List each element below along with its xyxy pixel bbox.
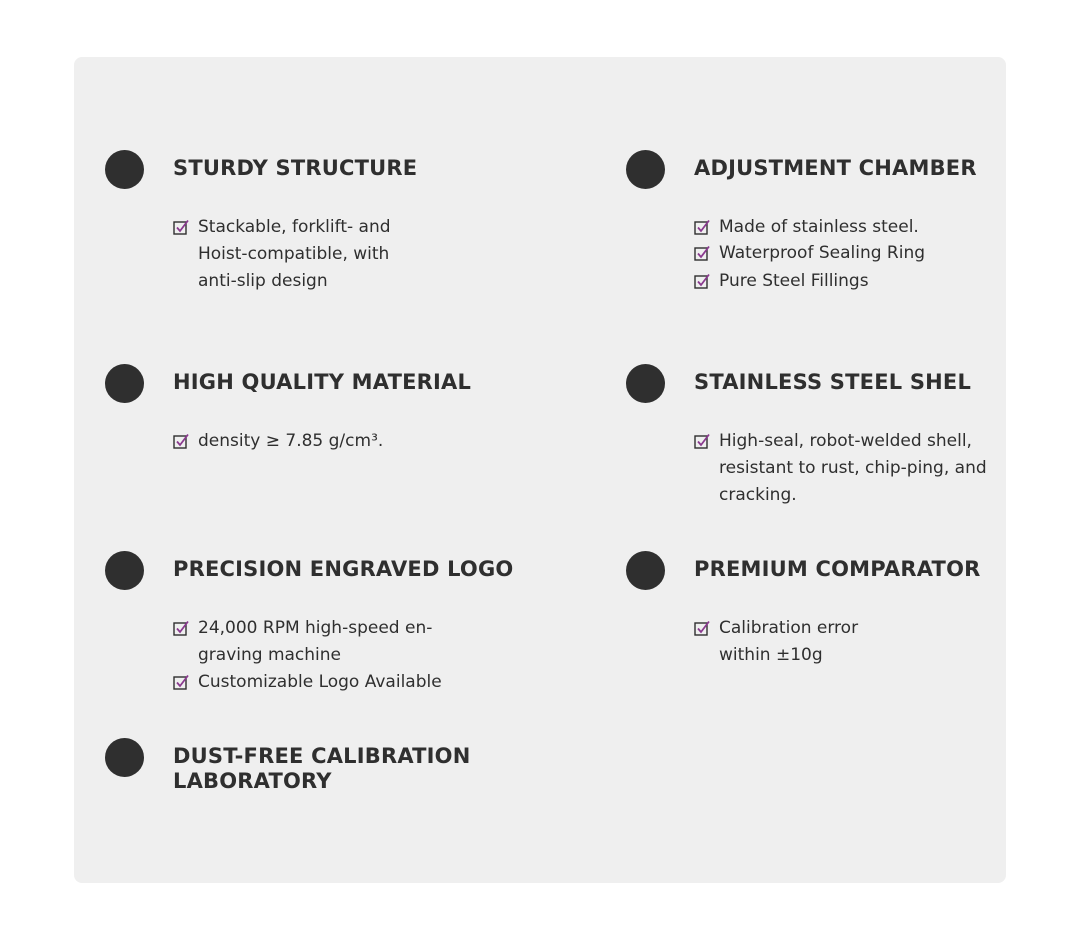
circle-bullet-icon: [626, 150, 665, 189]
list-item-text: Made of stainless steel.: [719, 217, 919, 237]
list-item-text: density ≥ 7.85 g/cm³.: [198, 431, 384, 451]
feature-title: STAINLESS STEEL SHEL: [694, 370, 972, 394]
list-item: [694, 428, 991, 509]
feature-title: PREMIUM COMPARATOR: [694, 557, 981, 581]
list-item-text: Calibration error within ±10g: [719, 618, 859, 665]
feature-list: [173, 615, 463, 696]
feature-list: [173, 428, 383, 455]
circle-bullet-icon: [626, 551, 665, 590]
circle-bullet-icon: [626, 364, 665, 403]
list-item-text: Stackable, forklift- and Hoist-compatible, with anti-slip design: [198, 217, 391, 291]
list-item-text: Waterproof Sealing Ring: [719, 243, 926, 263]
checkbox-checked-icon: [173, 674, 190, 691]
list-item: [173, 669, 463, 696]
feature-list: [694, 214, 925, 296]
list-item: [173, 214, 408, 295]
circle-bullet-icon: [105, 364, 144, 403]
list-item-text: High-seal, robot-welded shell, resistant to rust, chip-ping, and cracking.: [719, 431, 987, 505]
feature-title: DUST-FREE CALIBRATION LABORATORY: [173, 744, 471, 793]
checkbox-checked-icon: [694, 433, 711, 450]
list-item: [694, 240, 925, 266]
circle-bullet-icon: [105, 738, 144, 777]
feature-list: [694, 428, 991, 509]
list-item-text: Pure Steel Fillings: [719, 271, 869, 291]
feature-list: [173, 214, 408, 295]
feature-title: STURDY STRUCTURE: [173, 156, 418, 180]
checkbox-checked-icon: [173, 620, 190, 637]
checkbox-checked-icon: [694, 273, 711, 290]
feature-list: [694, 615, 894, 669]
circle-bullet-icon: [105, 150, 144, 189]
feature-title: PRECISION ENGRAVED LOGO: [173, 557, 514, 581]
list-item-text: 24,000 RPM high-speed en-graving machine: [198, 618, 433, 665]
list-item-text: Customizable Logo Available: [198, 672, 442, 692]
list-item: [694, 615, 894, 669]
list-item: [173, 428, 383, 455]
checkbox-checked-icon: [694, 620, 711, 637]
list-item: [173, 615, 463, 669]
feature-title: HIGH QUALITY MATERIAL: [173, 370, 472, 394]
checkbox-checked-icon: [694, 219, 711, 236]
feature-title: ADJUSTMENT CHAMBER: [694, 156, 977, 180]
checkbox-checked-icon: [694, 245, 711, 262]
features-panel: [74, 57, 1006, 883]
checkbox-checked-icon: [173, 433, 190, 450]
circle-bullet-icon: [105, 551, 144, 590]
checkbox-checked-icon: [173, 219, 190, 236]
list-item: [694, 266, 925, 296]
list-item: [694, 214, 925, 240]
